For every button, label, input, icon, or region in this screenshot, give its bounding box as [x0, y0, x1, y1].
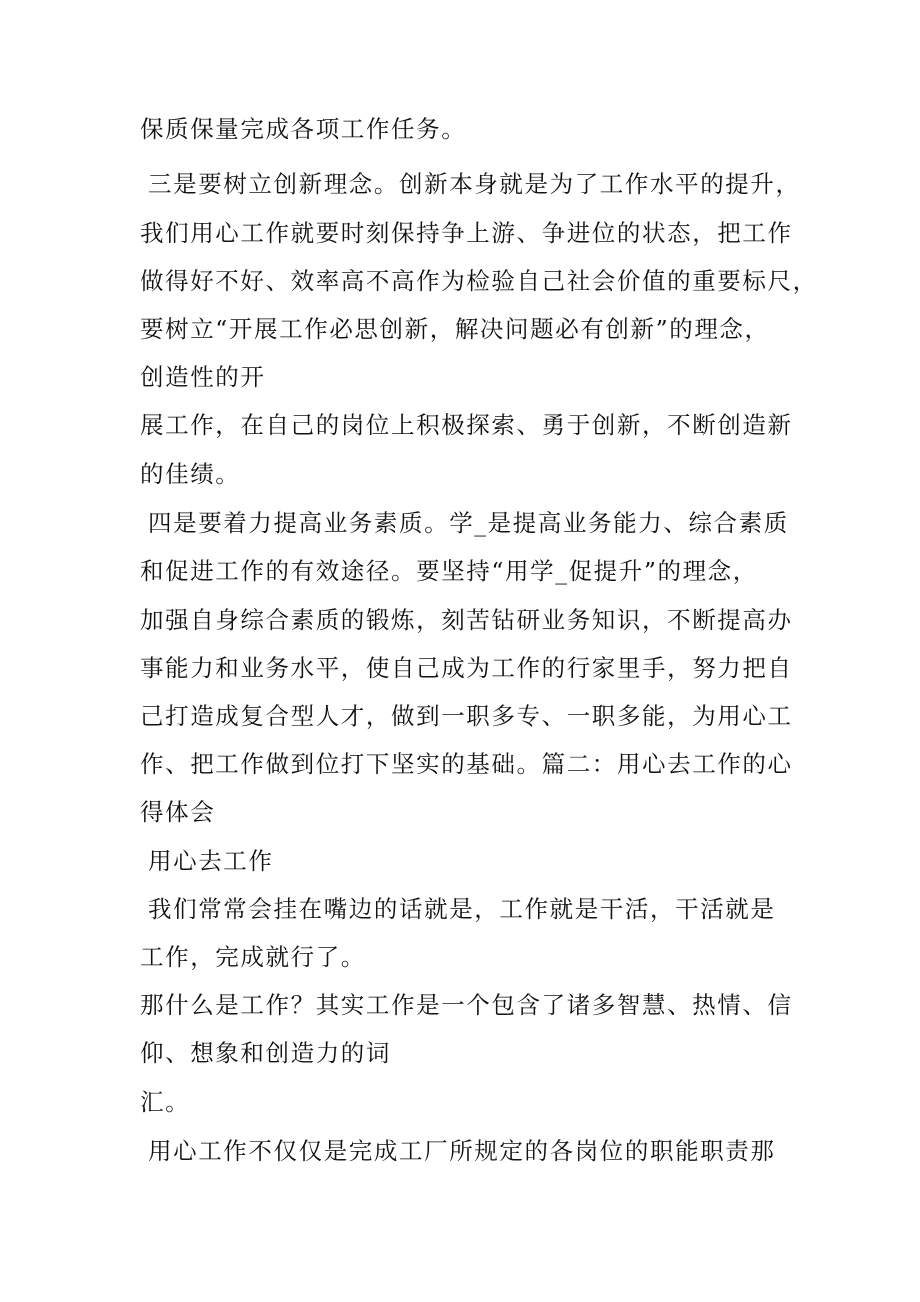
text-line: 得体会 — [140, 798, 216, 826]
text-line: 创造性的开 — [140, 363, 266, 391]
text-line: 展工作，在自己的岗位上积极探索、勇于创新，不断创造新 — [140, 411, 793, 439]
text-line: 三是要树立创新理念。创新本身就是为了工作水平的提升， — [148, 170, 801, 198]
text-line: 我们常常会挂在嘴边的话就是，工作就是干活，干活就是 — [148, 895, 776, 923]
text-line: 保质保量完成各项工作任务。 — [140, 115, 467, 143]
text-line: 仰、想象和创造力的词 — [140, 1039, 391, 1067]
text-line: 的佳绩。 — [140, 460, 241, 488]
text-line: 用心工作不仅仅是完成工厂所规定的各岗位的职能职责那 — [148, 1137, 776, 1165]
text-line: 和促进工作的有效途径。要坚持“用学_促提升”的理念， — [140, 557, 758, 585]
text-line: 汇。 — [140, 1088, 191, 1116]
section-heading: 用心去工作 — [148, 847, 274, 875]
text-line: 做得好不好、效率高不高作为检验自己社会价值的重要标尺， — [140, 267, 818, 295]
text-line: 加强自身综合素质的锻炼，刻苦钻研业务知识，不断提高办 — [140, 606, 793, 634]
text-line: 要树立“开展工作必思创新，解决问题必有创新”的理念， — [140, 315, 770, 343]
text-line: 我们用心工作就要时刻保持争上游、争进位的状态，把工作 — [140, 219, 793, 247]
text-line: 作、把工作做到位打下坚实的基础。篇二：用心去工作的心 — [140, 750, 793, 778]
text-line: 四是要着力提高业务素质。学_是提高业务能力、综合素质 — [148, 509, 789, 537]
text-line: 那什么是工作？其实工作是一个包含了诸多智慧、热情、信 — [140, 991, 793, 1019]
text-line: 事能力和业务水平，使自己成为工作的行家里手，努力把自 — [140, 654, 793, 682]
text-line: 己打造成复合型人才，做到一职多专、一职多能，为用心工 — [140, 702, 793, 730]
text-line: 工作，完成就行了。 — [140, 943, 366, 971]
